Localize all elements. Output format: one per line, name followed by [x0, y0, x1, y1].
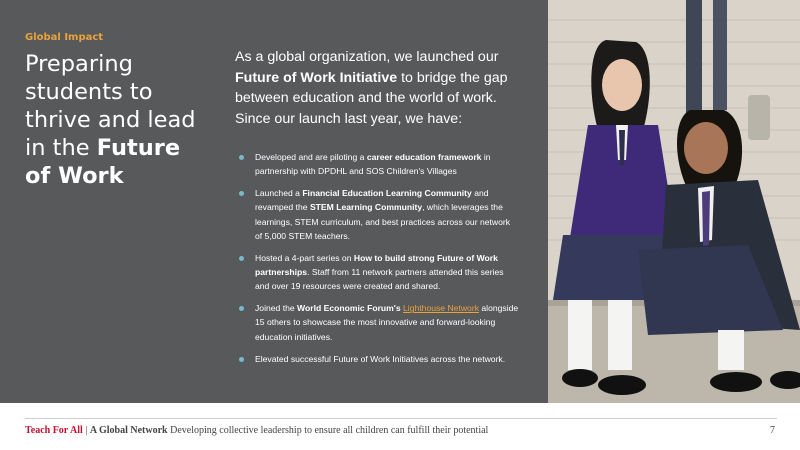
- bullet-emphasis: career education framework: [366, 152, 482, 162]
- bullet-dot-icon: [239, 191, 244, 196]
- page-title: [25, 50, 220, 190]
- bullet-emphasis: Financial Education Learning Community: [302, 188, 472, 199]
- list-item: [237, 301, 519, 344]
- lighthouse-network-link[interactable]: Lighthouse Network: [403, 303, 479, 314]
- network-name: A Global Network: [89, 425, 168, 436]
- footer-separator: |: [85, 425, 88, 436]
- title-line-1: Preparing: [25, 51, 133, 77]
- title-line-3: thrive and lead: [25, 107, 196, 133]
- bullet-dot-icon: [239, 155, 244, 160]
- intro-paragraph: [235, 47, 535, 129]
- bullet-dot-icon: [239, 306, 244, 311]
- footer-tagline: Developing collective leadership to ensure all children can fulfill their potential: [170, 425, 489, 436]
- bullet-text: Developed and are piloting a: [255, 152, 367, 162]
- footer-divider: [25, 418, 777, 419]
- bullet-text: Elevated successful Future of Work Initiatives across the network.: [255, 353, 506, 364]
- title-line-4: in the: [25, 135, 97, 161]
- bullet-text: Launched a: [255, 188, 303, 199]
- title-emphasis-2: of Work: [25, 163, 124, 189]
- bullet-text: in partnership with DPDHL and SOS Children's Villages: [255, 152, 491, 177]
- title-emphasis-1: Future: [96, 135, 181, 161]
- bullet-emphasis: World Economic Forum's: [297, 303, 401, 314]
- bullet-text: and revamped the: [255, 188, 489, 213]
- bullet-emphasis: How to build strong Future of Work partnerships: [255, 252, 498, 278]
- achievements-list: [237, 150, 519, 374]
- brand-name: Teach For All: [25, 425, 83, 436]
- bullet-text: alongside 15 others to showcase the most innovative and forward-looking education initiatives.: [255, 303, 519, 342]
- bullet-dot-icon: [239, 256, 244, 261]
- list-item: [237, 186, 519, 243]
- bullet-text: Joined the: [255, 303, 298, 314]
- list-item: [237, 150, 519, 178]
- section-eyebrow: Global Impact: [25, 32, 104, 43]
- bullet-text: . Staff from 11 network partners attended this series and over 19 resources were created and shared.: [255, 267, 504, 292]
- list-item: [237, 352, 519, 366]
- bullet-text: , which leverages the learnings, STEM curriculum, and best practices across our network of 5,000 STEM teachers.: [255, 202, 511, 241]
- students-illustration: [548, 0, 800, 403]
- bullet-emphasis: STEM Learning Community: [309, 202, 423, 213]
- list-item: [237, 251, 519, 294]
- bullet-text: Hosted a 4-part series on: [255, 252, 354, 263]
- intro-emphasis: Future of Work Initiative: [235, 69, 398, 86]
- intro-text-2: to bridge the gap between education and the world of work. Since our launch last year, we have:: [235, 69, 508, 127]
- footer: [25, 425, 488, 436]
- title-line-2: students to: [25, 79, 153, 105]
- page-number: 7: [770, 425, 775, 436]
- students-photo: [548, 0, 800, 403]
- intro-text-1: As a global organization, we launched our: [235, 49, 499, 65]
- bullet-dot-icon: [239, 357, 244, 362]
